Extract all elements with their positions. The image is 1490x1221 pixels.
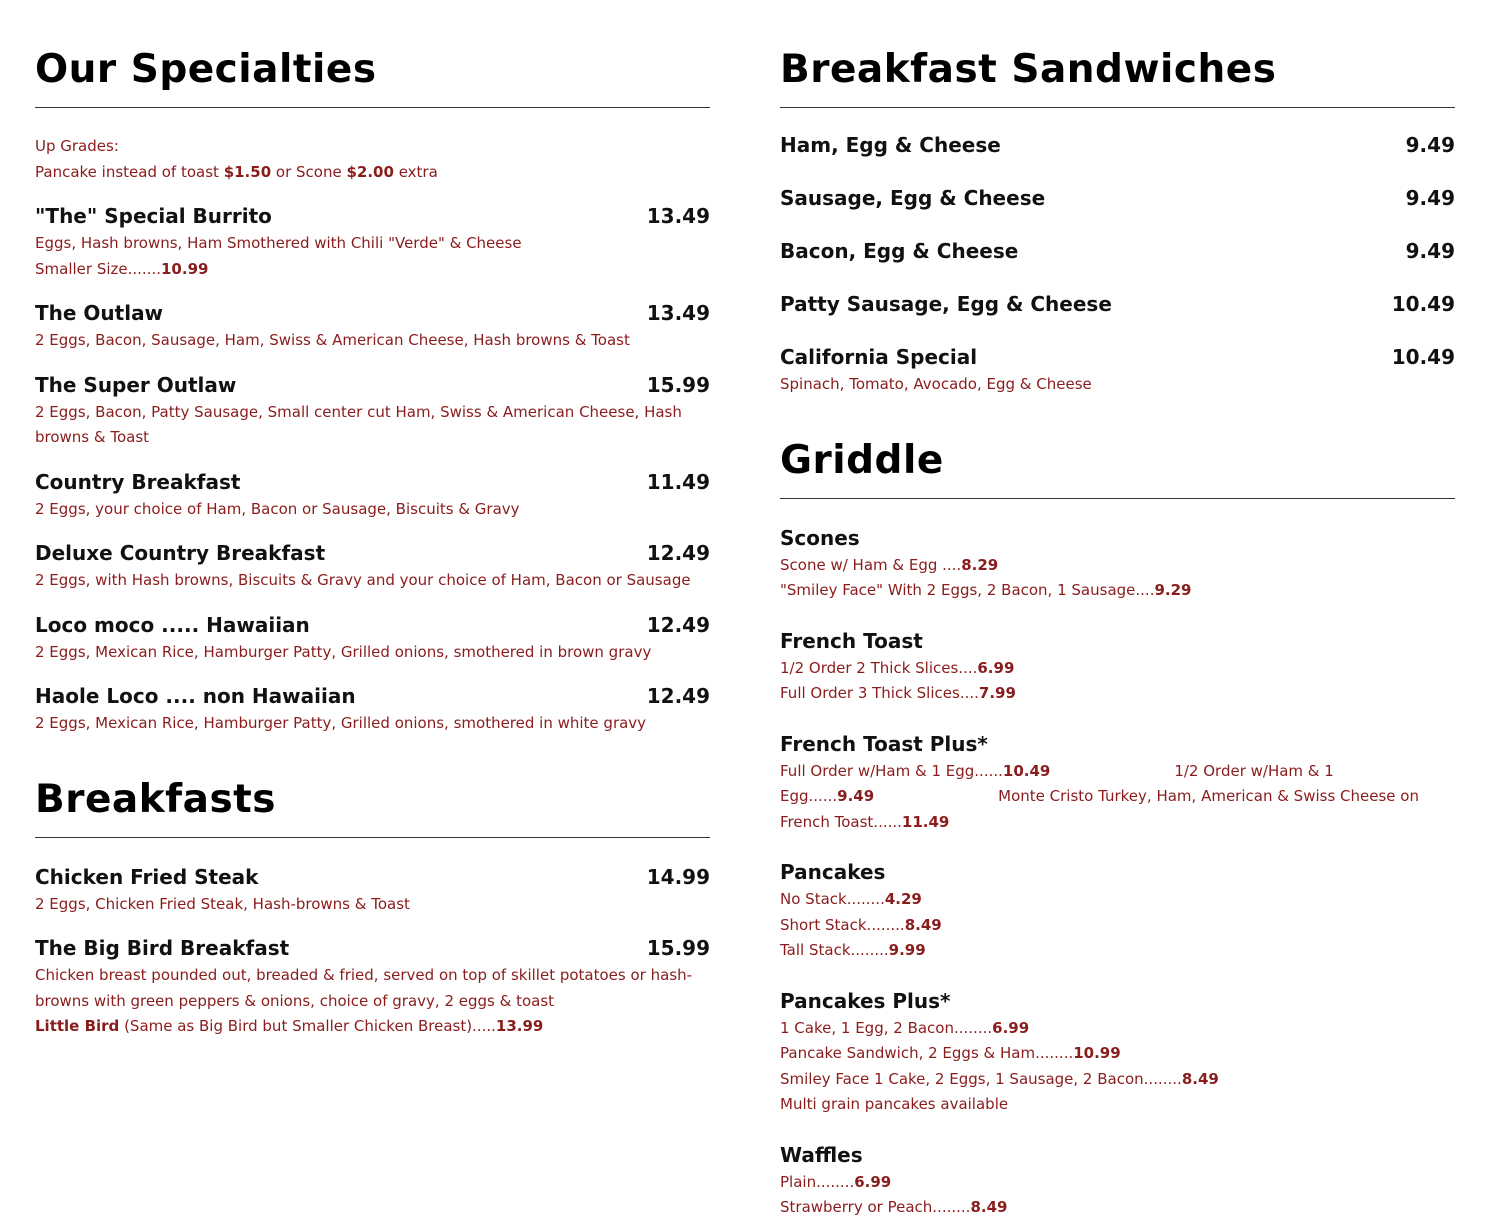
item-price: 11.49 [646, 469, 710, 494]
item-extra: Little Bird (Same as Big Bird but Smaller Chicken Breast).....13.99 [35, 1017, 544, 1035]
item-price: 10.49 [1391, 345, 1455, 369]
item-name: Chicken Fried Steak [35, 864, 259, 889]
group-name: Scones [780, 525, 860, 550]
item-name: Deluxe Country Breakfast [35, 541, 326, 565]
section-title-breakfast-sandwiches: Breakfast Sandwiches [780, 0, 1455, 108]
item-name: Bacon, Egg & Cheese [780, 239, 1019, 263]
group-line: No Stack........4.29 [780, 890, 922, 908]
group-name: French Toast [780, 628, 923, 653]
upgrades-label: Up Grades: [35, 137, 119, 155]
group-line: 1/2 Order 2 Thick Slices....6.99 [780, 658, 1015, 677]
group-line: Plain........6.99 [780, 1172, 892, 1191]
griddle-group-waffles [780, 1140, 1455, 1221]
item-name: Country Breakfast [35, 469, 241, 494]
griddle-group-pancakes [780, 857, 1455, 964]
group-line: Multi grain pancakes available [780, 1095, 1009, 1113]
item-desc: 2 Eggs, your choice of Ham, Bacon or Sausage, Biscuits & Gravy [35, 499, 520, 518]
menu-item-country-breakfast [35, 467, 710, 523]
item-desc: Spinach, Tomato, Avocado, Egg & Cheese [780, 375, 1092, 393]
menu-item-special-burrito [35, 201, 710, 282]
item-name: Ham, Egg & Cheese [780, 133, 1001, 157]
item-desc: 2 Eggs, Mexican Rice, Hamburger Patty, Grilled onions, smothered in white gravy [35, 714, 647, 732]
menu-item-ham-egg-cheese [780, 130, 1455, 160]
upgrades-note [35, 134, 710, 185]
section-title-griddle: Griddle [780, 398, 1455, 499]
menu-item-california-special [780, 342, 1455, 398]
item-name: Haole Loco .... non Hawaiian [35, 684, 356, 708]
item-desc: 2 Eggs, Bacon, Sausage, Ham, Swiss & American Cheese, Hash browns & Toast [35, 331, 630, 349]
item-price: 12.49 [646, 684, 710, 708]
menu-item-bacon-egg-cheese [780, 236, 1455, 266]
group-line: Pancake Sandwich, 2 Eggs & Ham........10.99 [780, 1044, 1121, 1062]
group-line: Scone w/ Ham & Egg ....8.29 [780, 555, 999, 574]
griddle-group-french-toast-plus [780, 729, 1455, 836]
item-desc: 2 Eggs, Mexican Rice, Hamburger Patty, Grilled onions, smothered in brown gravy [35, 642, 652, 661]
group-line-wrapped: Full Order w/Ham & 1 Egg......10.49 1/2 Order w/Ham & 1 Egg......9.49 Monte Cristo Turkey, Ham, American & Swiss Cheese on French Toast......11.49 [780, 761, 1419, 831]
item-name: Loco moco ..... Hawaiian [35, 612, 310, 637]
griddle-group-pancakes-plus [780, 986, 1455, 1118]
menu-item-outlaw [35, 298, 710, 354]
menu-item-haole-loco [35, 681, 710, 737]
section-title-specialties: Our Specialties [35, 0, 710, 108]
group-line: Smiley Face 1 Cake, 2 Eggs, 1 Sausage, 2 Bacon........8.49 [780, 1069, 1219, 1088]
group-name: Pancakes Plus* [780, 988, 951, 1013]
menu-item-super-outlaw [35, 370, 710, 451]
group-line: Full Order 3 Thick Slices....7.99 [780, 684, 1016, 702]
item-price: 10.49 [1391, 292, 1455, 316]
group-line: Tall Stack........9.99 [780, 941, 926, 959]
item-name: Patty Sausage, Egg & Cheese [780, 292, 1112, 316]
left-column [35, 0, 710, 1040]
menu-item-deluxe-country-breakfast [35, 538, 710, 594]
group-line: Short Stack........8.49 [780, 915, 942, 934]
group-name: Pancakes [780, 860, 886, 884]
item-price: 13.49 [646, 301, 710, 325]
item-price: 9.49 [1405, 239, 1455, 263]
item-price: 12.49 [646, 541, 710, 565]
item-desc: 2 Eggs, with Hash browns, Biscuits & Gravy and your choice of Ham, Bacon or Sausage [35, 571, 691, 589]
item-price: 14.99 [646, 864, 710, 889]
item-desc: Chicken breast pounded out, breaded & fried, served on top of skillet potatoes or hash-browns with green peppers & onions, choice of gravy, 2 eggs & toast [35, 966, 693, 1010]
item-desc: 2 Eggs, Chicken Fried Steak, Hash-browns & Toast [35, 894, 410, 913]
group-line: Strawberry or Peach........8.49 [780, 1198, 1008, 1216]
upgrades-text: Pancake instead of toast $1.50 or Scone $2.00 extra [35, 162, 438, 181]
right-column [780, 0, 1455, 1221]
menu-item-chicken-fried-steak [35, 862, 710, 918]
item-desc: 2 Eggs, Bacon, Patty Sausage, Small center cut Ham, Swiss & American Cheese, Hash browns & Toast [35, 402, 682, 446]
group-name: Waffles [780, 1142, 863, 1167]
item-name: The Big Bird Breakfast [35, 936, 290, 960]
menu-item-sausage-egg-cheese [780, 183, 1455, 213]
item-price: 13.49 [646, 204, 710, 228]
item-price: 15.99 [646, 936, 710, 960]
item-price: 15.99 [646, 372, 710, 397]
item-name: "The" Special Burrito [35, 204, 272, 228]
griddle-group-scones [780, 523, 1455, 604]
item-price: 9.49 [1405, 186, 1455, 210]
item-price: 12.49 [646, 612, 710, 637]
item-name: California Special [780, 345, 978, 369]
menu-item-loco-moco [35, 610, 710, 666]
item-extra: Smaller Size.......10.99 [35, 259, 209, 278]
menu-item-patty-sausage-egg-cheese [780, 289, 1455, 319]
item-desc: Eggs, Hash browns, Ham Smothered with Chili "Verde" & Cheese [35, 234, 522, 252]
section-title-breakfasts: Breakfasts [35, 737, 710, 838]
group-name: French Toast Plus* [780, 731, 988, 756]
group-line: 1 Cake, 1 Egg, 2 Bacon........6.99 [780, 1018, 1030, 1037]
group-line: "Smiley Face" With 2 Eggs, 2 Bacon, 1 Sausage....9.29 [780, 581, 1192, 599]
item-name: Sausage, Egg & Cheese [780, 186, 1046, 210]
griddle-group-french-toast [780, 626, 1455, 707]
menu-item-big-bird-breakfast [35, 933, 710, 1040]
item-name: The Super Outlaw [35, 372, 237, 397]
item-price: 9.49 [1405, 133, 1455, 157]
item-name: The Outlaw [35, 301, 164, 325]
